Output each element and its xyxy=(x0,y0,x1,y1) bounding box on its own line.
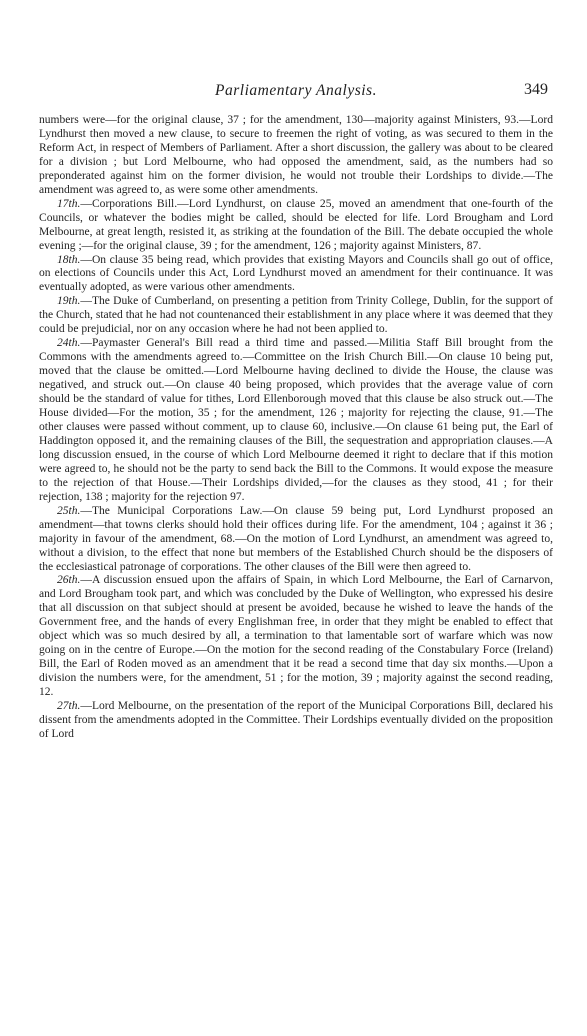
paragraph-27th xyxy=(39,700,553,742)
paragraph-text: —Paymaster General's Bill read a third time and passed.—Militia Staff Bill brought from the Commons with the amendments agreed to.—Committee on the Irish Church Bill.—On clause 10 being put, moved that the clause be omitted.—Lord Melbourne having declined to divide the House, the clause was negatived, and struck out.—On clause 40 being proposed, which provides that the average value of corn should be the standard of value for tithes, Lord Ellenborough moved that this clause be also struck out.—The House divided—For the motion, 35 ; for the amendment, 126 ; majority for rejecting the clause, 91.—The other clauses were passed without comment, up to clause 60, inclusive.—On clause 61 being put, the Earl of Haddington opposed it, and the remaining clauses of the Bill, the sequestration and appropriation clauses.—A long discussion ensued, in the course of which Lord Melbourne deemed it right to declare that if this motion were agreed to, he should not be the party to send back the Bill to the Commons. It would expose the measure to the rejection of that House.—Their Lordships divided,—for the clauses as they stood, 41 ; for their rejection, 138 ; majority for the rejection 97. xyxy=(39,337,553,503)
page-header xyxy=(40,82,552,104)
paragraph-24th xyxy=(39,337,553,504)
paragraph-text: numbers were—for the original clause, 37 ; for the amendment, 130—majority against Ministers, 93.—Lord Lyndhurst then moved a new clause, to secure to freemen the right of voting, as was secured to them in the Reform Act, in respect of Members of Parliament. After a short discussion, the gallery was about to be cleared for a division ; but Lord Melbourne, who had opposed the amendment, said, as the numbers had so preponderated against him on the former division, he would not trouble their Lordships to divide.—The amendment was agreed to, as were some other amendments. xyxy=(39,114,553,196)
entry-date: 25th. xyxy=(57,504,81,517)
paragraph-text: —The Duke of Cumberland, on presenting a petition from Trinity College, Dublin, for the support of the Church, stated that he had not countenanced their establishment in any place where it was deemed that they could be prejudicial, nor on any occasion where he had not been applied to. xyxy=(39,295,553,336)
entry-date: 19th. xyxy=(57,295,81,308)
paragraph-text: —On clause 35 being read, which provides that existing Mayors and Councils shall go out of office, on elections of Councils under this Act, Lord Lyndhurst moved an amendment for their continuance. It was eventually adopted, as were various other amendments. xyxy=(39,253,553,294)
paragraph-25th xyxy=(39,505,553,575)
entry-date: 26th. xyxy=(57,574,81,587)
entry-date: 17th. xyxy=(57,197,81,210)
paragraph-19th xyxy=(39,295,553,337)
entry-date: 27th. xyxy=(57,700,81,713)
entry-date: 18th. xyxy=(57,253,81,266)
paragraph-text: —A discussion ensued upon the affairs of Spain, in which Lord Melbourne, the Earl of Carnarvon, and Lord Brougham took part, and which was concluded by the Duke of Wellington, who expressed his desire that all discussion on that subject should at present be avoided, because he wished to leave the hands of the Government free, and the hands of every Englishman free, in order that they might be enabled to effect that object which was so much desired by all, a termination to that lamentable sort of warfare which was now going on in the centre of Europe.—On the motion for the second reading of the Constabulary Force (Ireland) Bill, the Earl of Roden moved as an amendment that it be read a second time that day six months.—Upon a division the numbers were, for the amendment, 51 ; for the motion, 39 ; majority against the second reading, 12. xyxy=(39,574,553,699)
page-number: 349 xyxy=(524,81,548,98)
paragraph-18th xyxy=(39,254,553,296)
page-body xyxy=(39,114,553,742)
paragraph-26th xyxy=(39,574,553,700)
paragraph-text: —The Municipal Corporations Law.—On clause 59 being put, Lord Lyndhurst proposed an amendment—that towns clerks should hold their offices during life. For the amendment, 104 ; against it 36 ; majority in favour of the amendment, 68.—On the motion of Lord Lyndhurst, an amendment was agreed to, without a division, to the effect that none but members of the Established Church should be the disposers of the ecclesiastical patronage of corporations. The other clauses of the Bill were then agreed to. xyxy=(39,504,553,573)
paragraph-text: —Corporations Bill.—Lord Lyndhurst, on clause 25, moved an amendment that one-fourth of the Councils, or whatever the bodies might be called, should be elected for life. Lord Brougham and Lord Melbourne, at great length, resisted it, as striking at the foundation of the Bill. The debate occupied the whole evening ;—for the original clause, 39 ; for the amendment, 126 ; majority against Ministers, 87. xyxy=(39,197,553,252)
entry-date: 24th. xyxy=(57,337,81,350)
paragraph-continuation xyxy=(39,114,553,198)
running-title: Parliamentary Analysis. xyxy=(215,82,377,99)
paragraph-text: —Lord Melbourne, on the presentation of the report of the Municipal Corporations Bill, declared his dissent from the amendments adopted in the Committee. Their Lordships eventually divided on the proposition of Lord xyxy=(39,700,553,740)
paragraph-17th xyxy=(39,198,553,254)
